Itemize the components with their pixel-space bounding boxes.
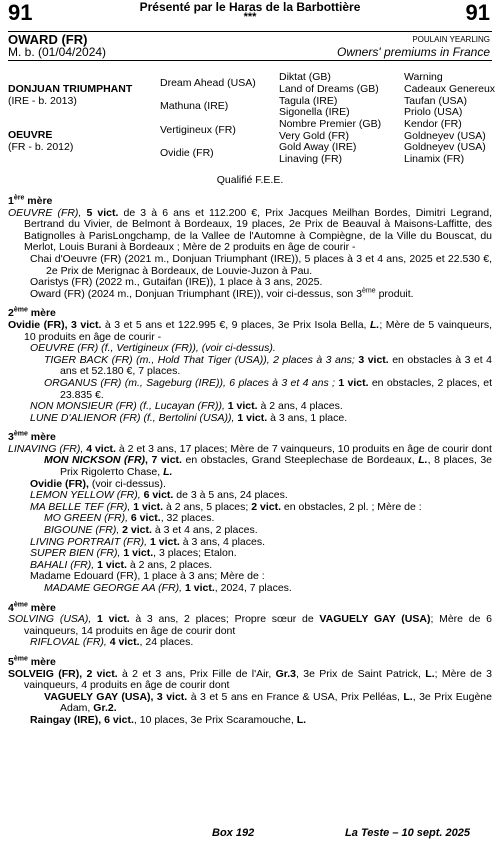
dam-entry-text: ; Mère de 5 vainqueurs, 10 produits en âge de courir - — [24, 318, 493, 343]
dam-entry — [8, 320, 492, 343]
section-word: mère — [30, 601, 56, 614]
produce-name: RIFLOVAL (FR), — [30, 636, 107, 649]
produce-name: SUPER BIEN (FR), — [30, 547, 121, 560]
produce-text: à 3 ans, 1 place. — [270, 411, 348, 424]
produce-text: (m., Hold That Tiger (USA)), 2 places à 3 ans; — [136, 353, 355, 366]
dam-entry-wins: 1 vict. — [97, 613, 130, 626]
dam-entry-text: à 2 et 3 ans, Prix Fille de l'Air, — [121, 667, 272, 680]
dam-sister: VAGUELY GAY (USA) — [319, 613, 431, 626]
produce-entry — [8, 355, 492, 378]
produce-name: TIGER BACK (FR) — [44, 353, 133, 366]
produce-text: en obstacles à 3 et 4 ans et 52.180 €, 7 places. — [60, 353, 493, 378]
produce-wins: 1 vict. — [123, 547, 154, 560]
produce-text: (f., Bertolini (USA)), — [143, 411, 235, 424]
listed-mark: L. — [370, 318, 380, 331]
produce-entry: VAGUELY GAY (USA), 3 vict. à 3 et 5 ans en France & USA, Prix Pelléas, L., 3e Prix Eugène Adam, Gr.2. — [44, 690, 492, 715]
section-num: 1 — [8, 195, 14, 207]
produce-wins: 3 vict. — [358, 353, 389, 366]
produce-entry — [8, 583, 492, 595]
dam-entry-name: Ovidie (FR), — [8, 318, 68, 331]
listed-mark: L. — [425, 667, 435, 680]
dam-entry-text: à 3 et 5 ans et 122.995 €, 9 places, 3e Prix Isola Bella, — [104, 318, 367, 331]
produce-text-end: produit. — [375, 287, 414, 300]
ancestor-3-8: Linaving (FR) — [279, 153, 343, 165]
produce-text: , 8 places, 3e Prix Rigolетto Chase, — [60, 454, 493, 479]
produce-text: à 3 et 5 ans en France & USA, Prix Pelléas, — [190, 690, 400, 703]
dam-dam: Ovidie (FR) — [160, 147, 214, 159]
sale-place-date: La Teste – 10 sept. 2025 — [345, 827, 470, 839]
produce-text: , 3 places; Etalon. — [153, 547, 237, 560]
dam-line-body — [8, 196, 492, 727]
sire-name: DONJUAN TRIUMPHANT — [8, 83, 133, 95]
produce-text: , 32 places. — [160, 512, 215, 525]
ancestor-4-8: Linamix (FR) — [404, 153, 465, 165]
dam-entry-name: OEUVRE (FR), — [8, 206, 82, 219]
horse-type: POULAIN YEARLING — [412, 35, 490, 44]
produce-entry — [8, 413, 492, 425]
section-word: mère — [30, 431, 56, 444]
produce-wins: 1 vict. — [185, 582, 215, 594]
produce-text: à 2 ans, 5 places; — [165, 500, 249, 513]
ancestor-4-4: Priolo (USA) — [404, 106, 463, 118]
section-word: mère — [27, 195, 53, 207]
produce-wins: 1 vict. — [133, 500, 164, 513]
horse-info: M. b. (01/04/2024) — [8, 45, 107, 59]
produce-wins: 1 vict. — [150, 535, 180, 548]
ancestor-4-6: Goldneyev (USA) — [404, 130, 486, 142]
produce-entry — [8, 378, 492, 401]
section-suffix: ème — [13, 306, 28, 314]
ancestor-3-4: Sigonella (IRE) — [279, 106, 350, 118]
produce-name: ORGANUS (FR) — [44, 376, 122, 389]
produce-text: , 10 places, 3e Prix Scaramouche, — [133, 713, 294, 726]
dam-entry-wins: 2 vict. — [86, 667, 118, 680]
produce-entry — [8, 289, 492, 301]
qualification: Qualifié F.E.E. — [216, 174, 284, 186]
dam-entry-text: , 3e Prix de Saint Patrick, — [296, 667, 421, 680]
produce-wins: 6 vict. — [104, 713, 134, 726]
produce-name: LIVING PORTRAIT (FR), — [30, 535, 148, 548]
produce-entry — [8, 715, 492, 727]
ancestor-3-5: Nombre Premier (GB) — [279, 118, 382, 130]
produce-wins: 2 vict. — [122, 524, 152, 537]
produce-entry — [8, 637, 492, 649]
produce-name: Raingay (IRE), — [30, 713, 102, 726]
produce-wins: , 7 vict. — [145, 454, 182, 467]
dam-entry-text: de 3 à 6 ans et 112.200 €, Prix Jacques Meilhan Bordes, Dimitri Legrand, Bertrand du Vivier, de Belmont à Bordeaux, 19 places, 2e Prix de Beauval à Maisons-Laffitte, des Batignolles à ParisLongchamp, de la Vallee de l'Automne à Compiègne, de la Ville du Bouscat, du Merlot, Louis Burani à Bordeaux ; Mère de 2 produits en âge de courir - — [24, 206, 492, 254]
dam-entry-name: LINAVING (FR), — [8, 442, 84, 455]
listed-mark: L. — [296, 713, 307, 726]
dam-entry — [8, 208, 492, 254]
produce-text: à 2 ans, 2 places. — [129, 558, 213, 571]
section-num: 2 — [8, 307, 14, 320]
horse-name: OWARD (FR) — [8, 32, 88, 47]
produce-wins: 4 vict. — [109, 636, 140, 649]
produce-entry — [8, 455, 492, 478]
produce-text: à 3 ans, 4 places. — [182, 535, 266, 548]
produce-text: (voir ci-dessus). — [91, 477, 166, 490]
produce-wins: 3 vict. — [156, 690, 188, 703]
produce-wins: 1 vict. — [338, 376, 369, 389]
ancestor-3-2: Land of Dreams (GB) — [279, 83, 379, 95]
section-num: 4 — [8, 601, 14, 614]
dam-entry-name: SOLVEIG (FR), — [8, 667, 83, 680]
section-word: mère — [30, 655, 56, 668]
produce-wins: 2 vict. — [251, 500, 281, 513]
listed-mark: L. — [163, 466, 173, 479]
ancestor-3-7: Gold Away (IRE) — [279, 141, 357, 153]
lot-number-left: 91 — [8, 0, 33, 25]
section-word: mère — [30, 307, 56, 320]
produce-text: Oward (FR) (2024 m., Donjuan Triumphant (IRE)), voir ci-dessus, son 3 — [30, 287, 363, 300]
ancestor-4-7: Goldneyev (USA) — [404, 141, 486, 153]
ancestor-4-1: Warning — [404, 71, 443, 83]
lot-number-right: 91 — [465, 0, 490, 25]
produce-name: BAHALI (FR), — [30, 558, 95, 571]
produce-entry: Chai d'Oeuvre (FR) (2021 m., Donjuan Triumphant (IRE)), 5 places à 3 et 4 ans, 2025 et 22.530 €, 2e Prix de Merignac à Bordeaux, de Louvie-Juzon à Pau. — [30, 252, 492, 277]
produce-text: , 3e Prix Eugène Adam, — [60, 690, 492, 715]
produce-text: en obstacles, 2 pl. ; Mère de : — [283, 500, 422, 513]
produce-text: à 3 et 4 ans, 2 places. — [154, 524, 258, 537]
produce-name: MADAME GEORGE AA (FR), — [44, 582, 183, 594]
produce-wins: 6 vict. — [130, 512, 161, 525]
ancestor-4-3: Taufan (USA) — [404, 95, 468, 107]
produce-text: en obstacles, Grand Steeplechase de Bordeaux, — [185, 454, 415, 467]
dam-name: OEUVRE — [8, 129, 53, 141]
owners-premiums: Owners' premiums in France — [337, 45, 490, 59]
produce-text: , 2024, 7 places. — [214, 582, 292, 594]
section-suffix: ère — [13, 194, 25, 202]
produce-name: MO GREEN (FR), — [44, 512, 128, 525]
produce-entry: Oaristys (FR) (2022 m., Gutaifan (IRE)), 1 place à 3 ans, 2025. — [30, 276, 323, 289]
produce-name: LUNE D'ALIENOR (FR) — [30, 411, 141, 424]
produce-text: (f., Lucayan (FR)), — [139, 400, 225, 413]
group-mark: Gr.3 — [275, 667, 297, 680]
produce-wins: 1 vict. — [227, 400, 258, 413]
dam-entry-wins: 5 vict. — [86, 206, 119, 219]
box-number: Box 192 — [212, 827, 255, 839]
consignor-title: Présenté par le Haras de la Barbottière — [139, 0, 361, 14]
dam-entry-wins: 4 vict. — [86, 442, 116, 455]
dam-entry — [8, 614, 492, 637]
listed-mark: L. — [403, 690, 413, 703]
dam-entry-text: ; Mère de 3 vainqueurs, 4 produits en âge de courir dont — [24, 667, 492, 692]
produce-entry: Madame Edouard (FR), 1 place à 3 ans; Mère de : — [30, 570, 265, 583]
section-num: 3 — [8, 431, 14, 444]
produce-name: BIGOUNE (FR), — [44, 524, 120, 537]
produce-wins: 1 vict. — [97, 558, 127, 571]
ancestor-3-1: Diktat (GB) — [279, 71, 331, 83]
produce-wins: 1 vict. — [237, 411, 268, 424]
header-bottom-rule — [8, 60, 492, 61]
stars-rating: *** — [243, 11, 257, 23]
produce-text: (m., Sageburg (IRE)), 6 places à 3 et 4 ans ; — [124, 376, 335, 389]
section-suffix: ème — [13, 601, 28, 609]
grandsire: Dream Ahead (USA) — [160, 77, 256, 89]
dam-info: (FR - b. 2012) — [8, 141, 74, 153]
dam-entry-name: SOLVING (USA), — [8, 613, 92, 626]
section-suffix: ème — [13, 655, 28, 663]
produce-entry: OEUVRE (FR) (f., Vertigineux (FR)), (voir ci-dessus). — [30, 342, 276, 355]
produce-text: de 3 à 5 ans, 24 places. — [176, 489, 288, 502]
produce-name: NON MONSIEUR (FR) — [30, 400, 137, 413]
produce-text: à 2 ans, 4 places. — [260, 400, 343, 413]
listed-mark: L. — [418, 454, 428, 467]
produce-wins: 6 vict. — [143, 489, 174, 502]
ancestor-3-6: Very Gold (FR) — [279, 130, 350, 142]
produce-name: MON NICKSON (FR) — [44, 454, 146, 467]
group-mark: Gr.2 — [93, 702, 114, 715]
dam-entry-text: ; Mère de 6 vainqueurs, 14 produits en âge de courir dont — [24, 613, 492, 637]
produce-text: , 24 places. — [139, 636, 194, 649]
dam-entry-text: à 2 et 3 ans, 17 places; Mère de 7 vainqueurs, 10 produits en âge de courir dont — [118, 442, 492, 455]
ancestor-4-2: Cadeaux Genereux — [404, 83, 496, 95]
dam-sire: Vertigineux (FR) — [160, 124, 236, 136]
produce-name: MA BELLE TEF (FR), — [30, 500, 131, 513]
ancestor-3-3: Tagula (IRE) — [279, 95, 338, 107]
dam-entry-text: à 3 ans, 2 places; Propre sœur de — [135, 613, 314, 626]
section-num: 5 — [8, 655, 14, 668]
produce-name: Ovidie (FR), — [30, 477, 89, 490]
section-suffix: ème — [13, 430, 28, 438]
ancestor-4-5: Kendor (FR) — [404, 118, 462, 130]
granddam: Mathuna (IRE) — [160, 100, 229, 112]
sire-info: (IRE - b. 2013) — [8, 95, 77, 107]
produce-text: en obstacles, 2 places, et 23.835 €. — [60, 376, 493, 401]
dam-entry-wins: 3 vict. — [71, 318, 102, 331]
produce-suffix: ème — [362, 287, 376, 295]
produce-name: LEMON YELLOW (FR), — [30, 489, 141, 502]
produce-name: VAGUELY GAY (USA), — [44, 690, 154, 703]
dam-entry — [8, 669, 492, 692]
